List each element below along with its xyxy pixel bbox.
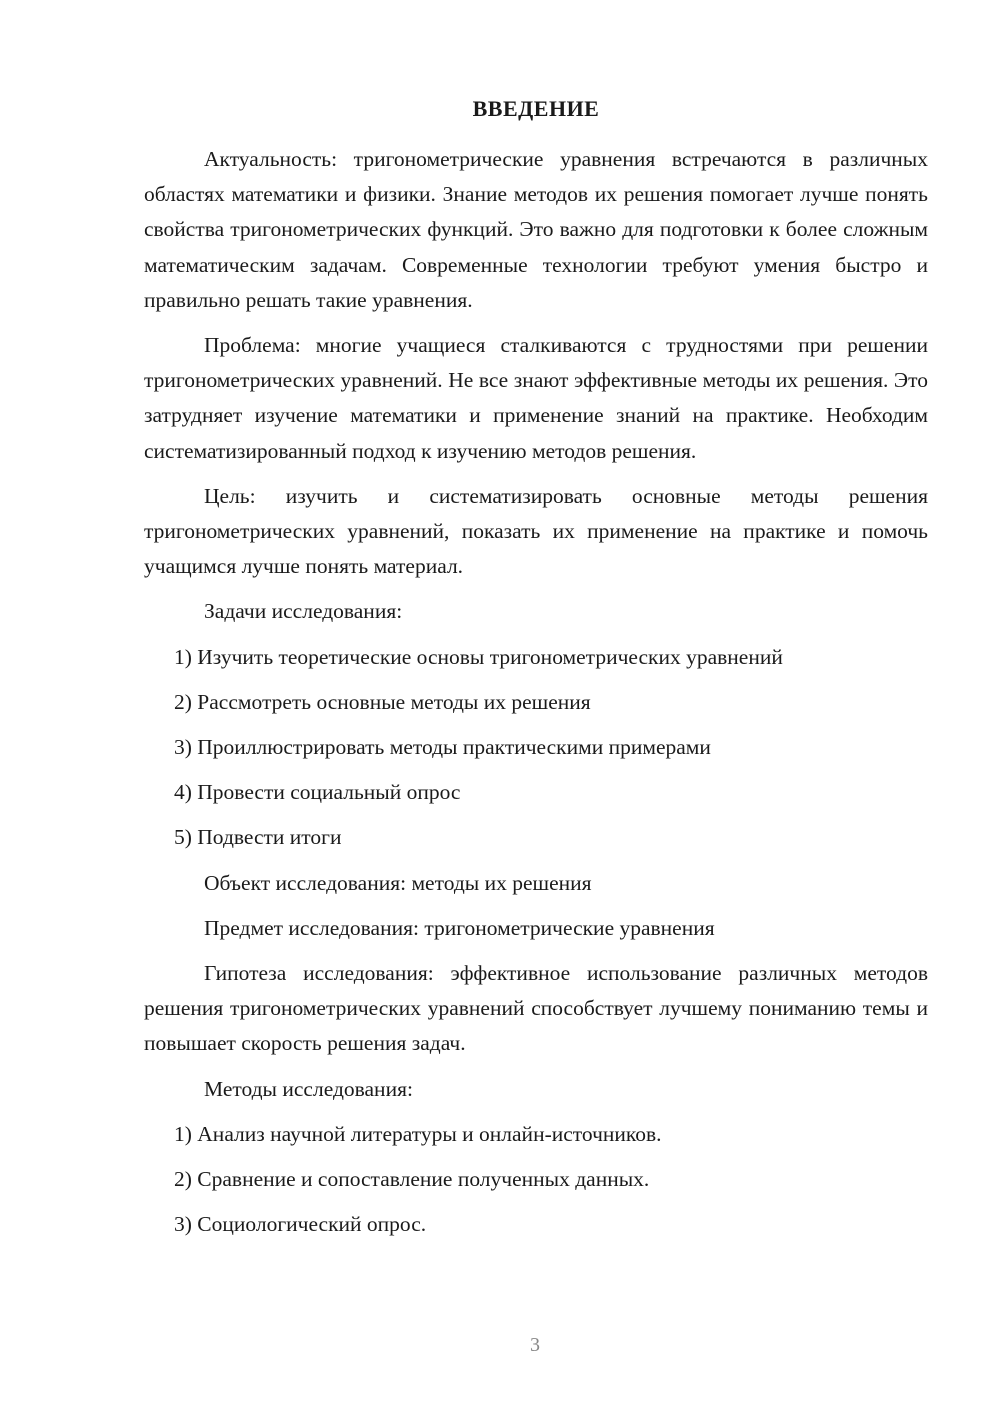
task-item: 5) Подвести итоги [174,825,342,850]
relevance-paragraph: Актуальность: тригонометрические уравнения встречаются в различных областях математики и физики. Знание методов их решения помогает лучше понять свойства тригонометрических функций. Это важно для подготовки к более сложным математическим задачам. Современные технологии требуют умения быстро и правильно решать такие уравнения. [144,147,928,312]
research-object: Объект исследования: методы их решения [204,870,592,895]
task-item: 4) Провести социальный опрос [174,780,461,805]
page-number: 3 [530,1334,540,1356]
method-item: 3) Социологический опрос. [174,1212,427,1237]
document-body [144,142,928,1252]
hypothesis-paragraph: Гипотеза исследования: эффективное использование различных методов решения тригонометрических уравнений способствует лучшему пониманию темы и повышает скорость решения задач. [144,961,928,1056]
section-title: ВВЕДЕНИЕ [472,96,600,121]
methods-heading: Методы исследования: [204,1076,413,1101]
problem-paragraph: Проблема: многие учащиеся сталкиваются с трудностями при решении тригонометрических уравнений. Не все знают эффективные методы их решения. Это затрудняет изучение математики и применение знаний на практике. Необходим систематизированный подход к изучению методов решения. [144,333,928,463]
goal-paragraph: Цель: изучить и систематизировать основные методы решения тригонометрических уравнений, показать их применение на практике и помочь учащимся лучше понять материал. [144,483,928,579]
methods-list [144,1117,928,1243]
tasks-list [144,640,928,856]
task-item: 2) Рассмотреть основные методы их решения [174,689,591,714]
research-subject: Предмет исследования: тригонометрические уравнения [204,915,715,940]
task-item: 1) Изучить теоретические основы тригонометрических уравнений [174,644,783,669]
tasks-heading: Задачи исследования: [204,599,403,624]
method-item: 1) Анализ научной литературы и онлайн-источников. [174,1121,662,1146]
method-item: 2) Сравнение и сопоставление полученных данных. [174,1167,650,1192]
task-item: 3) Проиллюстрировать методы практическими примерами [174,735,711,760]
